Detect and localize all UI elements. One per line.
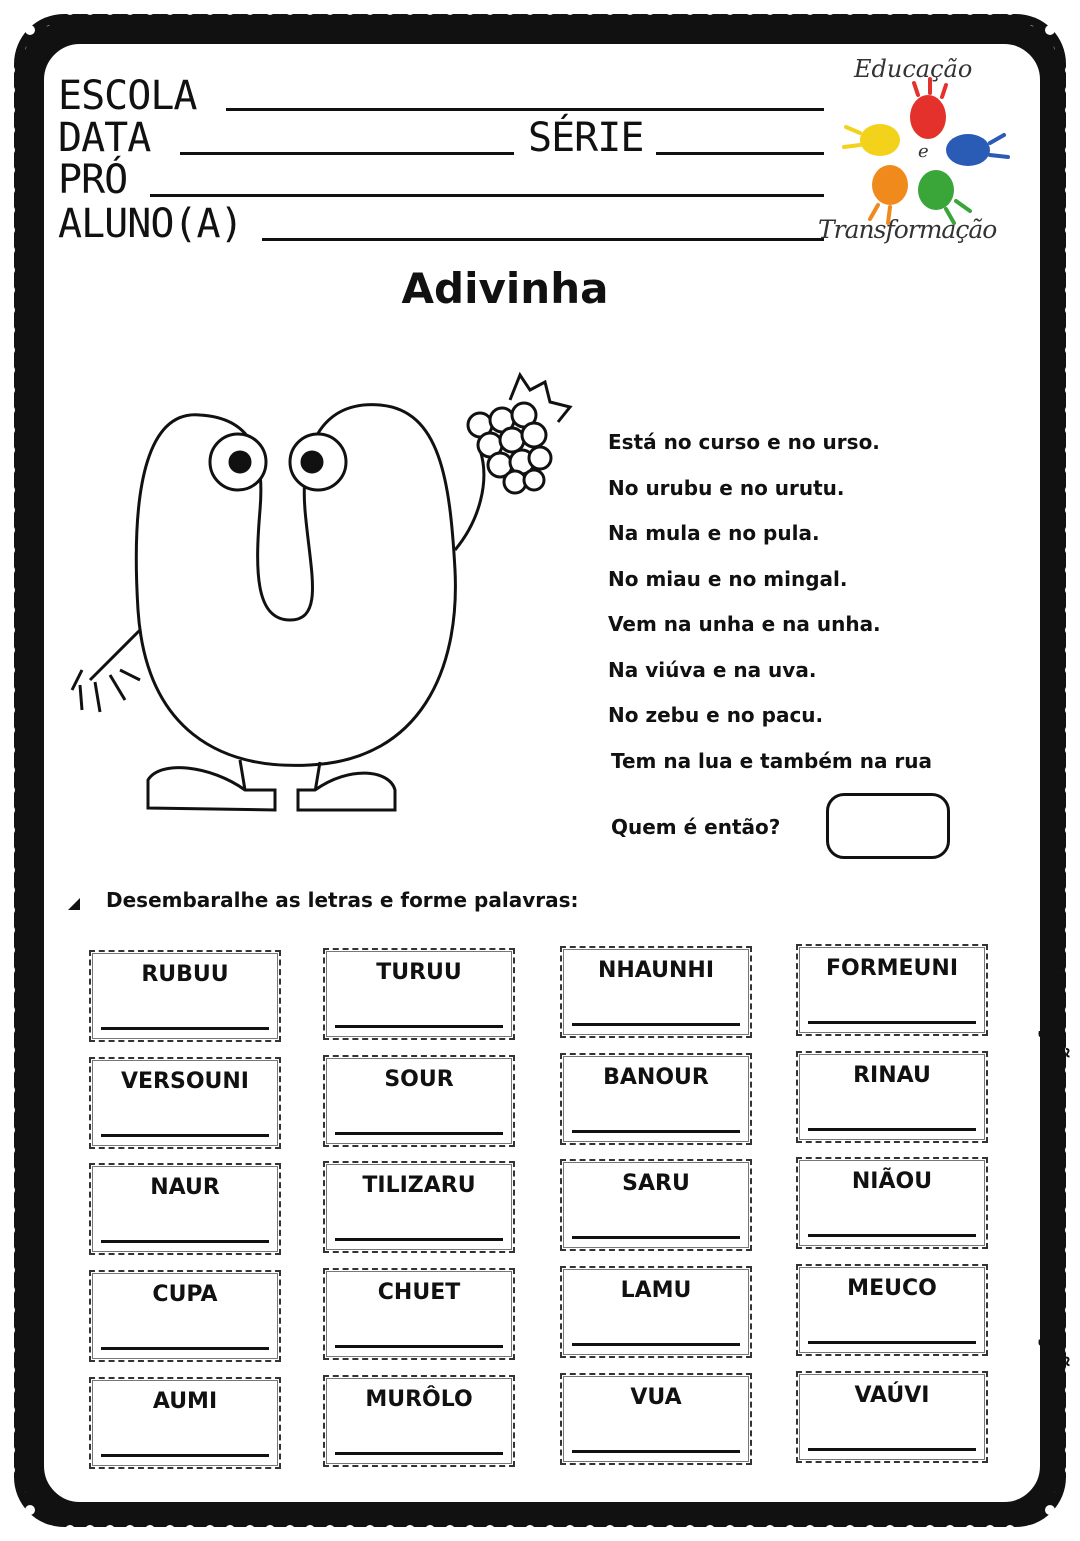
answer-line[interactable] [808,1021,976,1024]
riddle-line: No miau e no mingal. [608,567,848,591]
aluno-label: ALUNO(A) [58,201,243,247]
data-field[interactable] [180,152,514,155]
scrambled-word: AUMI [152,1389,218,1414]
word-card [89,950,281,1042]
word-card [560,1266,752,1358]
answer-line[interactable] [808,1234,976,1237]
word-card [323,948,515,1040]
word-card [796,1157,988,1249]
riddle-line: Na mula e no pula. [608,521,820,545]
scrambled-word: MURÔLO [365,1387,473,1412]
scrambled-word: TURUU [376,960,462,985]
riddle-question: Quem é então? [611,815,781,839]
escola-label: ESCOLA [58,73,197,119]
word-card [560,1159,752,1251]
word-card [560,1053,752,1145]
scrambled-word: CUPA [152,1282,218,1307]
page-title: Adivinha [401,264,609,313]
word-card [796,1051,988,1143]
answer-line[interactable] [808,1128,976,1131]
answer-line[interactable] [572,1023,740,1026]
answer-line[interactable] [101,1240,269,1243]
answer-line[interactable] [101,1347,269,1350]
answer-line[interactable] [101,1454,269,1457]
answer-line[interactable] [335,1025,503,1028]
riddle-line: Está no curso e no urso. [608,430,880,454]
word-card [323,1055,515,1147]
scrambled-word: MEUCO [847,1276,937,1301]
answer-line[interactable] [335,1452,503,1455]
riddle-line: No zebu e no pacu. [608,703,824,727]
scrambled-word: VERSOUNI [120,1069,249,1094]
logo-text-bottom: Transformação [818,215,997,244]
word-card [323,1268,515,1360]
logo [818,55,1036,255]
scrambled-word: LAMU [620,1278,692,1303]
riddle-line: No urubu e no urutu. [608,476,845,500]
word-card [89,1270,281,1362]
aluno-field[interactable] [262,238,824,241]
scrambled-word: RINAU [853,1063,931,1088]
scrambled-word: RUBUU [141,962,229,987]
word-card [89,1377,281,1469]
answer-line[interactable] [572,1130,740,1133]
answer-line[interactable] [101,1027,269,1030]
answer-line[interactable] [572,1236,740,1239]
logo-text-top: Educação [854,55,973,83]
escola-field[interactable] [226,108,824,111]
word-card [323,1375,515,1467]
scrambled-word: NIÃOU [851,1169,933,1194]
riddle-line: Vem na unha e na unha. [608,612,881,636]
word-card [323,1161,515,1253]
letter-u-character-illustration [60,370,580,820]
scrambled-word: SOUR [384,1067,454,1092]
scrambled-word: NAUR [150,1175,220,1200]
word-card [89,1163,281,1255]
data-label: DATA [58,115,151,161]
answer-line[interactable] [335,1345,503,1348]
word-card [796,1371,988,1463]
pro-field[interactable] [150,194,824,197]
scrambled-word: NHAUNHI [597,958,715,983]
pro-label: PRÓ [58,157,128,203]
scrambled-word: SARU [622,1171,690,1196]
scrambled-word: CHUET [377,1280,461,1305]
instruction-text: Desembaralhe as letras e forme palavras: [106,888,579,912]
scrambled-word: VAÚVI [854,1383,930,1408]
scrambled-word: FORMEUNI [825,956,959,981]
answer-line[interactable] [572,1343,740,1346]
serie-field[interactable] [656,152,824,155]
scrambled-word: TILIZARU [362,1173,476,1198]
word-card [89,1057,281,1149]
answer-box[interactable] [826,793,950,859]
scrambled-word: VUA [630,1385,682,1410]
logo-text-middle: e [918,141,929,162]
answer-line[interactable] [335,1132,503,1135]
answer-line[interactable] [808,1448,976,1451]
side-watermark-text: EDUCAÇÃO E TRANSFORMAÇÃO [1037,920,1070,1394]
word-card [796,1264,988,1356]
riddle-line: Tem na lua e também na rua [611,749,933,773]
answer-line[interactable] [101,1134,269,1137]
word-card [560,946,752,1038]
bullet-triangle-icon [68,898,80,910]
answer-line[interactable] [335,1238,503,1241]
scrambled-word: BANOUR [603,1065,709,1090]
riddle-line: Na viúva e na uva. [608,658,817,682]
answer-line[interactable] [808,1341,976,1344]
serie-label: SÉRIE [528,115,644,161]
word-card [560,1373,752,1465]
word-card [796,944,988,1036]
answer-line[interactable] [572,1450,740,1453]
